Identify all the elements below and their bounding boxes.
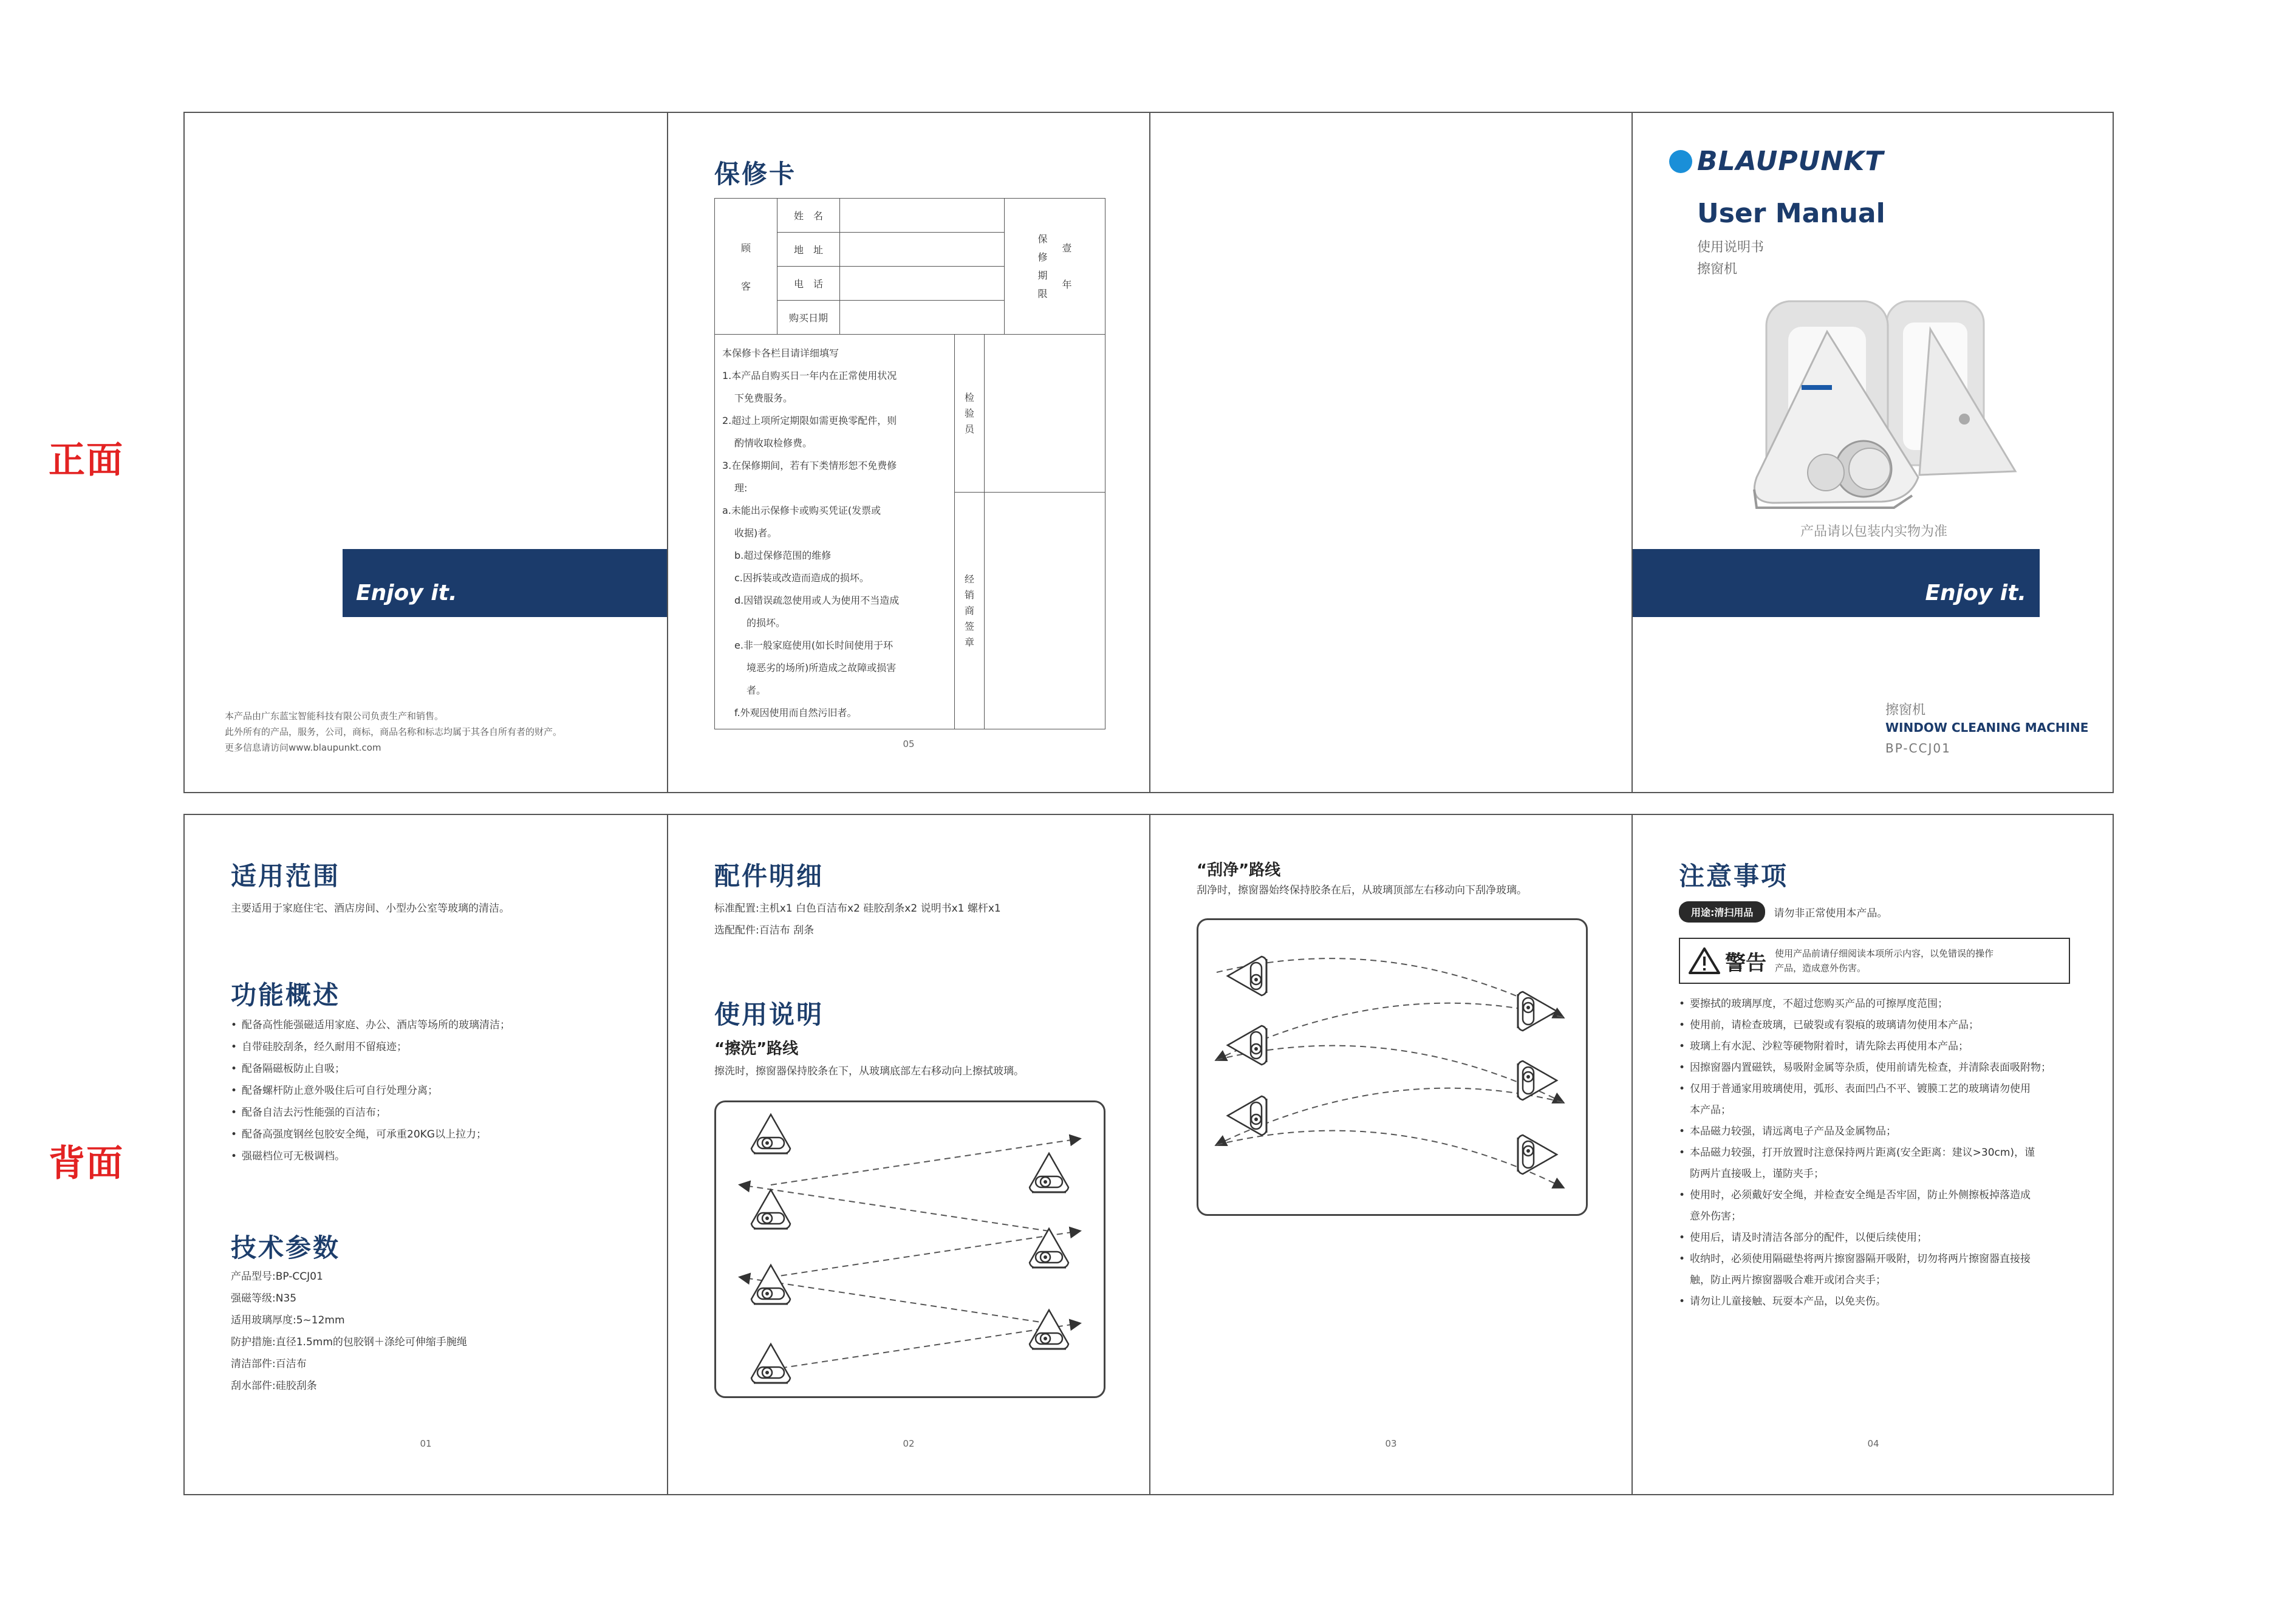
field-label: 地 址: [777, 233, 840, 267]
terms-line: a.未能出示保修卡或购买凭证(发票或: [722, 505, 881, 516]
wash-route-diagram: [714, 1100, 1105, 1398]
period-value-char: 壹: [1062, 242, 1072, 254]
terms-line: 3.在保修期间，若有下类情形恕不免费修: [722, 460, 897, 471]
cover-subtitle-product: 擦窗机: [1697, 262, 1738, 277]
window-cleaner-icon: [1518, 1061, 1557, 1100]
footer-line: 更多信息请访问www.blaupunkt.com: [225, 742, 381, 753]
field-value-date[interactable]: [840, 301, 1005, 335]
field-label: 电 话: [777, 267, 840, 301]
caution-item: • 收纳时，必须使用隔磁垫将两片擦窗器隔开吸附，切勿将两片擦窗器直接接: [1679, 1249, 2080, 1270]
warning-line: 产品，造成意外伤害。: [1775, 963, 1867, 974]
caution-item: • 使用时，必须戴好安全绳，并检查安全绳是否牢固，防止外侧擦板掉落造成: [1679, 1185, 2080, 1206]
caution-item: 防两片直接吸上，谨防夹手；: [1690, 1168, 1824, 1180]
dealer-char: 经: [964, 573, 974, 585]
product-image: [1730, 295, 2094, 526]
caution-item: 触，防止两片擦窗器吸合难开或闭合夹手；: [1690, 1274, 1886, 1286]
scrape-route-title: “刮净”路线: [1197, 861, 1281, 879]
caution-item: • 因擦窗器内置磁铁，易吸附金属等杂质，使用前请先检查，并清除表面吸附物；: [1679, 1057, 2080, 1079]
warranty-period-cell: [1005, 199, 1105, 335]
terms-line: 的损坏。: [747, 617, 786, 629]
caution-list: [1679, 994, 2080, 1312]
window-cleaner-icon: [751, 1265, 790, 1304]
caution-item: 本产品；: [1690, 1104, 1731, 1116]
page-number: 02: [903, 1438, 915, 1449]
scrape-route-path: [1217, 1088, 1563, 1145]
dealer-char: 销: [964, 589, 974, 601]
dealer-signature[interactable]: [985, 493, 1105, 729]
scrape-route-path: [1217, 1003, 1563, 1060]
dealer-char: 章: [964, 636, 974, 648]
accessories-title: 配件明细: [714, 861, 824, 891]
function-item: • 配备螺杆防止意外吸住后可自行处理分离；: [231, 1080, 510, 1102]
terms-list: [722, 342, 948, 724]
scope-text: 主要适用于家庭住宅、酒店房间、小型办公室等玻璃的清洁。: [231, 902, 510, 915]
scrape-route-path: [1217, 958, 1563, 1017]
function-item: • 配备自洁去污性能强的百洁布；: [231, 1102, 510, 1124]
period-char: 限: [1037, 287, 1048, 299]
spec-item: 清洁部件:百洁布: [231, 1358, 307, 1370]
field-value-address[interactable]: [840, 233, 1005, 267]
spec-item: 强磁等级:N35: [231, 1292, 297, 1305]
cover-banner: [1633, 549, 2040, 617]
back-cover-banner: [343, 549, 667, 617]
page-number: 05: [903, 739, 915, 749]
caution-item: • 玻璃上有水泥、沙粒等硬物附着时，请先除去再使用本产品；: [1679, 1036, 2080, 1057]
customer-char: 客: [740, 280, 751, 292]
back-cover-panel: [185, 113, 667, 792]
spec-item: 适用玻璃厚度:5~12mm: [231, 1314, 345, 1326]
back-cover-footer: [225, 708, 562, 756]
cover-subtitle: 使用说明书: [1697, 240, 1765, 255]
warning-line: 使用产品前请仔细阅读本项所示内容，以免错误的操作: [1775, 948, 1994, 959]
customer-char: 顾: [740, 242, 751, 254]
dealer-cell: [955, 493, 985, 729]
warranty-title: 保修卡: [714, 159, 797, 189]
front-cover-panel: [1631, 113, 2114, 792]
spec-item: 产品型号:BP-CCJ01: [231, 1271, 323, 1283]
inspector-char: 验: [964, 407, 974, 419]
caution-item: • 请勿让儿童接触、玩耍本产品，以免夹伤。: [1679, 1291, 2080, 1312]
brand-logo: [1669, 146, 1884, 177]
back-cover-enjoy-text: Enjoy it.: [356, 581, 457, 606]
bullet-dot: •: [1679, 1125, 1686, 1138]
dealer-char: 签: [964, 620, 974, 632]
purpose-text: 请勿非正常使用本产品。: [1774, 907, 1888, 920]
function-item: • 配备高性能强磁适用家庭、办公、酒店等场所的玻璃清洁；: [231, 1014, 510, 1036]
warning-text: [1775, 946, 1994, 975]
accessories-standard: 标准配置:主机x1 白色百洁布x2 硅胶刮条x2 说明书x1 螺杆x1: [714, 902, 1001, 915]
window-cleaner-icon: [751, 1344, 790, 1383]
cover-title: User Manual: [1697, 198, 1885, 229]
product-name-cn: 擦窗机: [1885, 703, 1926, 718]
window-cleaner-icon: [1518, 992, 1557, 1031]
bullet-dot: •: [1679, 1062, 1686, 1074]
field-label: 购买日期: [777, 301, 840, 335]
footer-line: 本产品由广东蓝宝智能科技有限公司负责生产和销售。: [225, 711, 444, 722]
terms-cell: [715, 335, 955, 729]
bullet-dot: •: [1679, 1147, 1686, 1159]
wash-route-svg: [716, 1102, 1104, 1396]
window-cleaner-icon: [1518, 1135, 1557, 1174]
inspector-cell: [955, 335, 985, 493]
scrape-route-path: [1217, 1046, 1563, 1102]
caution-item: 意外伤害；: [1690, 1210, 1741, 1223]
cover-enjoy-text: Enjoy it.: [1925, 581, 2026, 606]
front-side-label: 正面: [49, 439, 124, 482]
caution-item: • 本品磁力较强，打开放置时注意保持两片距离(安全距离：建议>30cm)，谨: [1679, 1142, 2080, 1164]
function-item: • 配备高强度钢丝包胶安全绳，可承重20KG以上拉力；: [231, 1124, 510, 1145]
spec-item: 刮水部件:硅胶刮条: [231, 1380, 317, 1392]
inspector-char: 员: [964, 423, 974, 435]
terms-line: 本保修卡各栏目请详细填写: [722, 347, 839, 359]
purpose-row: [1679, 901, 1887, 923]
terms-line: c.因拆装或改造而造成的损坏。: [734, 572, 869, 584]
page-02: [667, 815, 1149, 1494]
warranty-info-table: [714, 198, 1105, 335]
period-char: 保: [1037, 233, 1048, 245]
bullet-dot: •: [1679, 1232, 1686, 1244]
function-list: [231, 1014, 510, 1167]
warning-box: [1679, 938, 2070, 984]
window-cleaner-icon: [751, 1114, 790, 1153]
warranty-panel: [667, 113, 1149, 792]
bullet-dot: •: [1679, 1253, 1686, 1265]
window-cleaner-icon: [1030, 1153, 1068, 1192]
terms-line: 理:: [734, 482, 748, 494]
scope-title: 适用范围: [231, 861, 341, 891]
terms-line: 者。: [747, 684, 767, 696]
page-number: 03: [1385, 1438, 1397, 1449]
inspector-signature[interactable]: [985, 335, 1105, 493]
page-number: 04: [1867, 1438, 1879, 1449]
window-cleaner-icon: [1030, 1310, 1068, 1349]
field-value-phone[interactable]: [840, 267, 1005, 301]
footer-line: 此外所有的产品，服务，公司，商标，商品名称和标志均属于其各自所有者的财产。: [225, 726, 562, 737]
terms-line: 酌情收取检修费。: [734, 437, 813, 449]
front-sheet: [183, 112, 2114, 793]
warning-triangle-icon: [1689, 947, 1720, 975]
scrape-route-svg: [1198, 920, 1586, 1214]
dealer-char: 商: [964, 604, 974, 616]
wash-route-path: [771, 1139, 1079, 1185]
cautions-title: 注意事项: [1679, 861, 1789, 891]
caution-item: • 仅用于普通家用玻璃使用，弧形、表面凹凸不平、镀膜工艺的玻璃请勿使用: [1679, 1079, 2080, 1100]
wash-route-title: “擦洗”路线: [714, 1040, 799, 1058]
page-number: 01: [420, 1438, 432, 1449]
purpose-badge: 用途:清扫用品: [1679, 901, 1765, 923]
terms-line: f.外观因使用而自然污旧者。: [734, 707, 857, 718]
bullet-dot: •: [1679, 1295, 1686, 1308]
window-cleaner-icon: [1228, 1026, 1266, 1065]
scrape-route-path: [1217, 1131, 1563, 1187]
terms-line: 境恶劣的场所)所造成之故障或损害: [747, 662, 897, 674]
bullet-dot: •: [1679, 1040, 1686, 1053]
spec-item: 防护措施:直径1.5mm的包胶钢＋涤纶可伸缩手腕绳: [231, 1336, 467, 1348]
function-item: • 自带硅胶刮条，经久耐用不留痕迹；: [231, 1036, 510, 1058]
customer-cell: [715, 199, 777, 335]
caution-item: • 使用后，请及时清洁各部分的配件，以便后续使用；: [1679, 1227, 2080, 1249]
scrape-route-text: 刮净时，擦窗器始终保持胶条在后，从玻璃顶部左右移动向下刮净玻璃。: [1197, 884, 1527, 896]
field-value-name[interactable]: [840, 199, 1005, 233]
wash-route-path: [771, 1231, 1079, 1277]
window-cleaner-icon: [1030, 1229, 1068, 1268]
period-char: 修: [1037, 251, 1048, 263]
usage-title: 使用说明: [714, 1000, 824, 1029]
brand-name: BLAUPUNKT: [1697, 146, 1884, 177]
caution-item: • 要擦拭的玻璃厚度，不超过您购买产品的可擦厚度范围；: [1679, 994, 2080, 1015]
warning-label: 警告: [1725, 950, 1766, 975]
warranty-terms-table: [714, 334, 1105, 729]
scrape-route-diagram: [1197, 918, 1588, 1216]
terms-line: 下免费服务。: [734, 392, 793, 404]
window-cleaner-icon: [1228, 1096, 1266, 1135]
function-item: • 强磁档位可无极调档。: [231, 1145, 510, 1167]
spec-title: 技术参数: [231, 1233, 341, 1263]
blank-panel: [1149, 113, 1631, 792]
period-value-char: 年: [1062, 278, 1072, 290]
spec-list: [231, 1266, 467, 1397]
bullet-dot: •: [1679, 1189, 1686, 1201]
field-label: 姓 名: [777, 199, 840, 233]
inspector-char: 检: [964, 391, 974, 403]
window-cleaner-icon: [751, 1190, 790, 1229]
brand-dot-icon: [1669, 150, 1692, 173]
accessories-optional: 选配配件:百洁布 刮条: [714, 924, 815, 937]
terms-line: 1.本产品自购买日一年内在正常使用状况: [722, 370, 897, 381]
terms-line: 收据)者。: [734, 527, 777, 539]
bullet-dot: •: [1679, 1019, 1686, 1031]
page-01: [185, 815, 667, 1494]
back-side-label: 背面: [49, 1142, 124, 1185]
product-name-en: WINDOW CLEANING MACHINE: [1885, 720, 2089, 735]
terms-line: d.因错误疏忽使用或人为使用不当造成: [734, 595, 900, 606]
terms-line: 2.超过上项所定期限如需更换零配件，则: [722, 415, 897, 426]
model-number: BP-CCJ01: [1885, 741, 1951, 756]
image-note: 产品请以包装内实物为准: [1800, 524, 1947, 539]
page-03: [1149, 815, 1631, 1494]
bullet-dot: •: [1679, 1083, 1686, 1095]
window-cleaner-icon: [1228, 957, 1266, 995]
bullet-dot: •: [1679, 998, 1686, 1010]
caution-item: • 使用前，请检查玻璃，已破裂或有裂痕的玻璃请勿使用本产品；: [1679, 1015, 2080, 1036]
function-item: • 配备隔磁板防止自吸；: [231, 1058, 510, 1080]
terms-line: e.非一般家庭使用(如长时间使用于环: [734, 640, 893, 651]
wash-route-text: 擦洗时，擦窗器保持胶条在下，从玻璃底部左右移动向上擦拭玻璃。: [714, 1065, 1024, 1077]
page-04: [1631, 815, 2114, 1494]
terms-line: b.超过保修范围的维修: [734, 550, 832, 561]
caution-item: • 本品磁力较强，请远离电子产品及金属物品；: [1679, 1121, 2080, 1142]
back-sheet: [183, 814, 2114, 1495]
function-title: 功能概述: [231, 980, 341, 1010]
period-char: 期: [1037, 269, 1048, 281]
